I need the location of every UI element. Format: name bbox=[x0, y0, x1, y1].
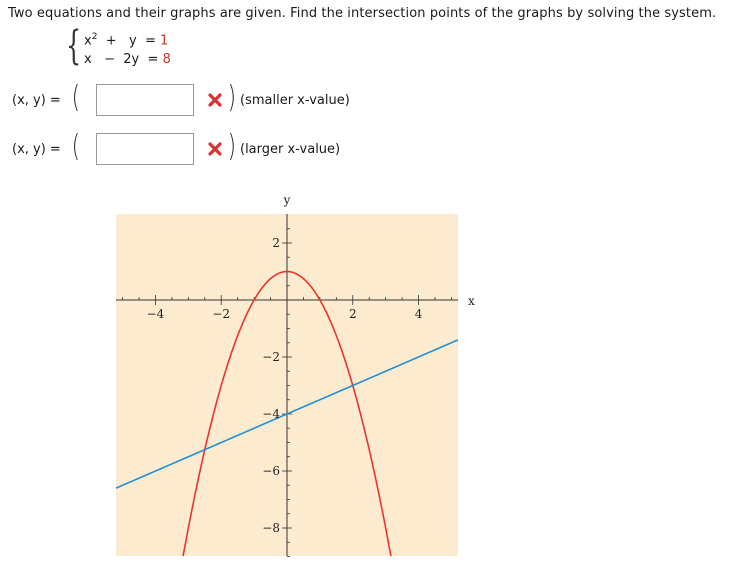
y-tick-label: −4 bbox=[262, 407, 280, 421]
x-tick-label: −4 bbox=[146, 307, 165, 321]
x-tick-label: −2 bbox=[212, 307, 231, 321]
eq2-lhs-b: 2y bbox=[123, 52, 140, 67]
y-tick-label: −2 bbox=[262, 350, 280, 364]
answer-note-smaller: (smaller x-value) bbox=[240, 93, 350, 108]
answer-note-larger: (larger x-value) bbox=[240, 142, 341, 157]
eq2-equals: = bbox=[147, 52, 159, 67]
x-tick-label: 4 bbox=[414, 307, 423, 321]
y-tick-label: −8 bbox=[262, 521, 280, 535]
x-tick-label: 2 bbox=[348, 307, 357, 321]
x-axis-label: x bbox=[468, 294, 475, 308]
y-axis-label: y bbox=[283, 193, 291, 207]
close-paren: ) bbox=[227, 80, 236, 115]
eq1-equals: = bbox=[144, 33, 156, 49]
eq1-lhs-b: y bbox=[129, 33, 137, 49]
eq1-exponent: 2 bbox=[91, 32, 98, 42]
open-paren: ( bbox=[71, 129, 80, 164]
open-paren: ( bbox=[71, 80, 80, 115]
eq1-op: + bbox=[105, 33, 117, 49]
eq2-op: − bbox=[104, 52, 116, 67]
close-paren: ) bbox=[227, 129, 236, 164]
eq2-lhs-a: x bbox=[84, 52, 92, 67]
answer-label: (x, y) = bbox=[12, 142, 61, 157]
system-brace: { bbox=[66, 23, 82, 69]
eq1-rhs: 1 bbox=[160, 33, 169, 49]
eq2-rhs: 8 bbox=[162, 52, 171, 67]
answer-label: (x, y) = bbox=[12, 93, 61, 108]
y-tick-label: 2 bbox=[272, 236, 280, 250]
y-tick-label: −6 bbox=[262, 464, 280, 478]
question-text: Two equations and their graphs are given. Find the intersection points of the graphs by solving the system. bbox=[8, 6, 717, 21]
eq1-lhs-a: x bbox=[84, 33, 92, 49]
